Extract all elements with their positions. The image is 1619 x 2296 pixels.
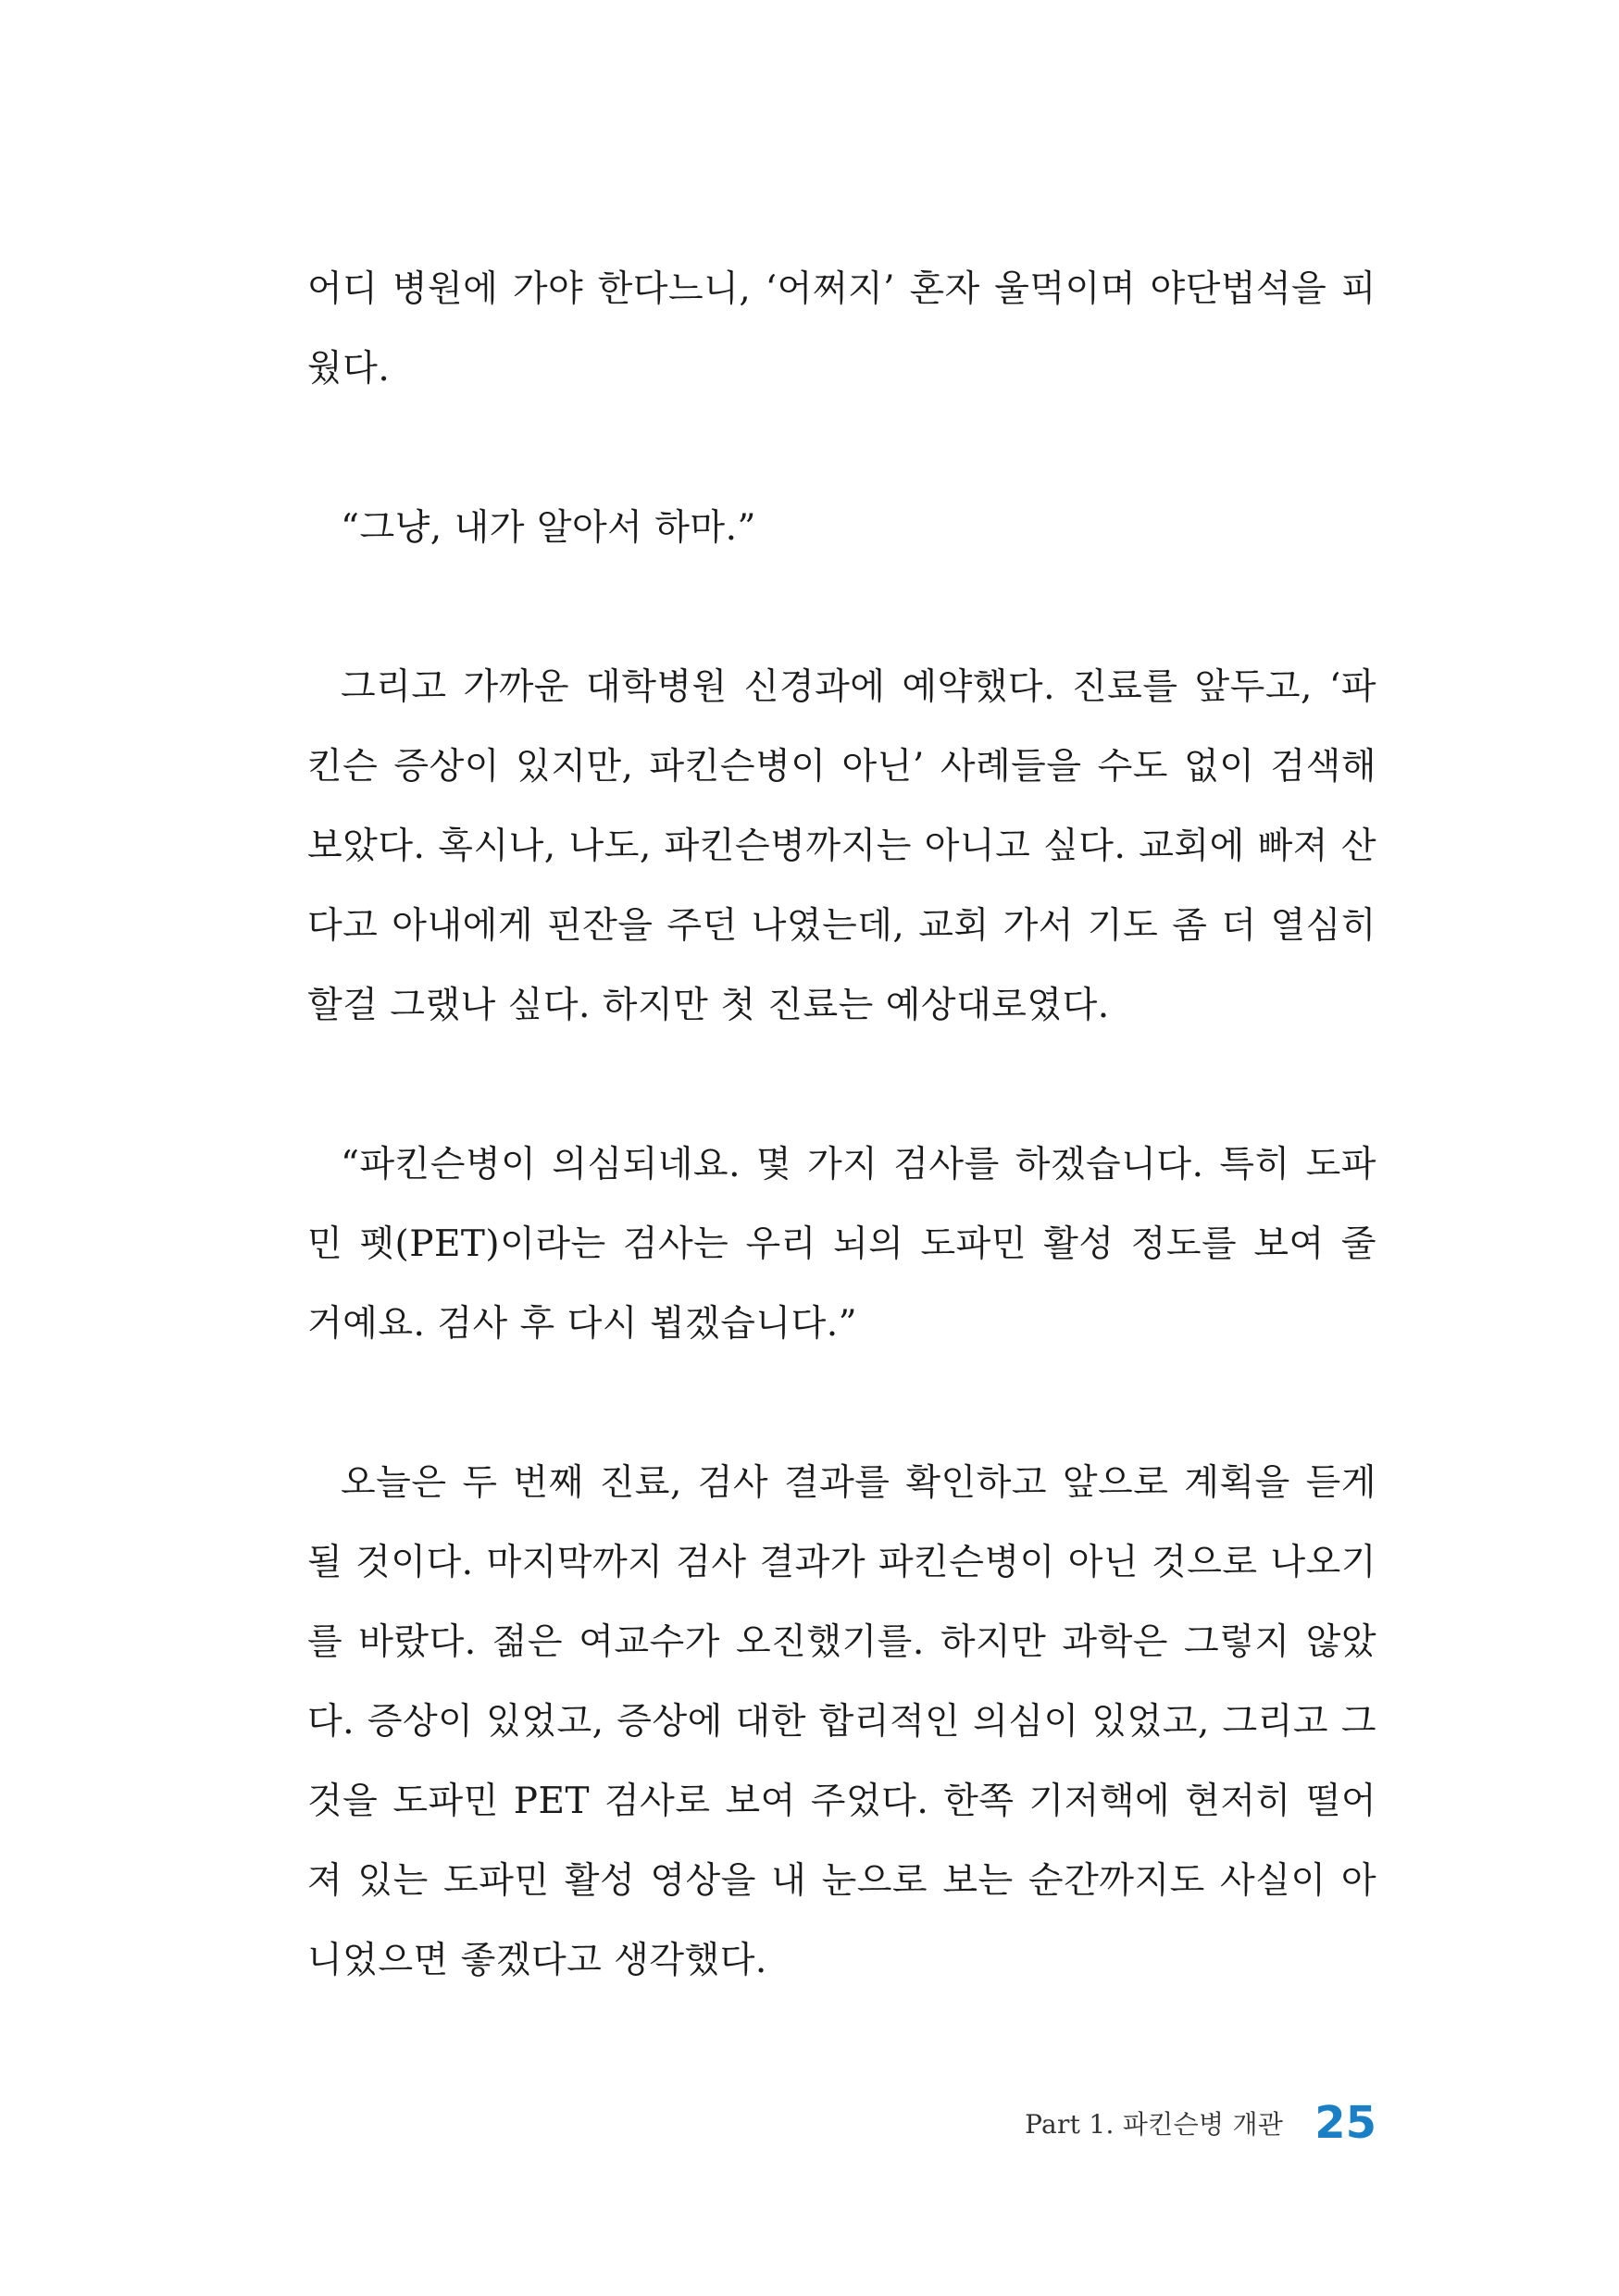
body-text	[307, 250, 1376, 2001]
page-number: 25	[1314, 2097, 1376, 2149]
paragraph-3: 그리고 가까운 대학병원 신경과에 예약했다. 진료를 앞두고, ‘파킨슨 증상이 있지만, 파킨슨병이 아닌’ 사례들을 수도 없이 검색해 보았다. 혹시나, 나도, 파킨슨병까지는 아니고 싶다. 교회에 빠져 산다고 아내에게 핀잔을 주던 나였는데, 교회 가서 기도 좀 더 열심히 할걸 그랬나 싶다. 하지만 첫 진료는 예상대로였다.	[307, 666, 1376, 1026]
paragraph-5: 오늘은 두 번째 진료, 검사 결과를 확인하고 앞으로 계획을 듣게 될 것이다. 마지막까지 검사 결과가 파킨슨병이 아닌 것으로 나오기를 바랐다. 젊은 여교수가 오진했기를. 하지만 과학은 그렇지 않았다. 증상이 있었고, 증상에 대한 합리적인 의심이 있었고, 그리고 그것을 도파민 PET 검사로 보여 주었다. 한쪽 기저핵에 현저히 떨어져 있는 도파민 활성 영상을 내 눈으로 보는 순간까지도 사실이 아니었으면 좋겠다고 생각했다.	[307, 1462, 1376, 1981]
paragraph-4-dialogue: “파킨슨병이 의심되네요. 몇 가지 검사를 하겠습니다. 특히 도파민 펫(PET)이라는 검사는 우리 뇌의 도파민 활성 정도를 보여 줄 거예요. 검사 후 다시 뵙겠습니다.”	[307, 1144, 1376, 1345]
page-footer	[1025, 2095, 1376, 2151]
running-head: Part 1. 파킨슨병 개관	[1025, 2109, 1284, 2140]
paragraph-2-dialogue: “그냥, 내가 알아서 하마.”	[341, 507, 756, 549]
paragraph-1: 어디 병원에 가야 한다느니, ‘어쩌지’ 혼자 울먹이며 야단법석을 피웠다.	[307, 268, 1376, 390]
